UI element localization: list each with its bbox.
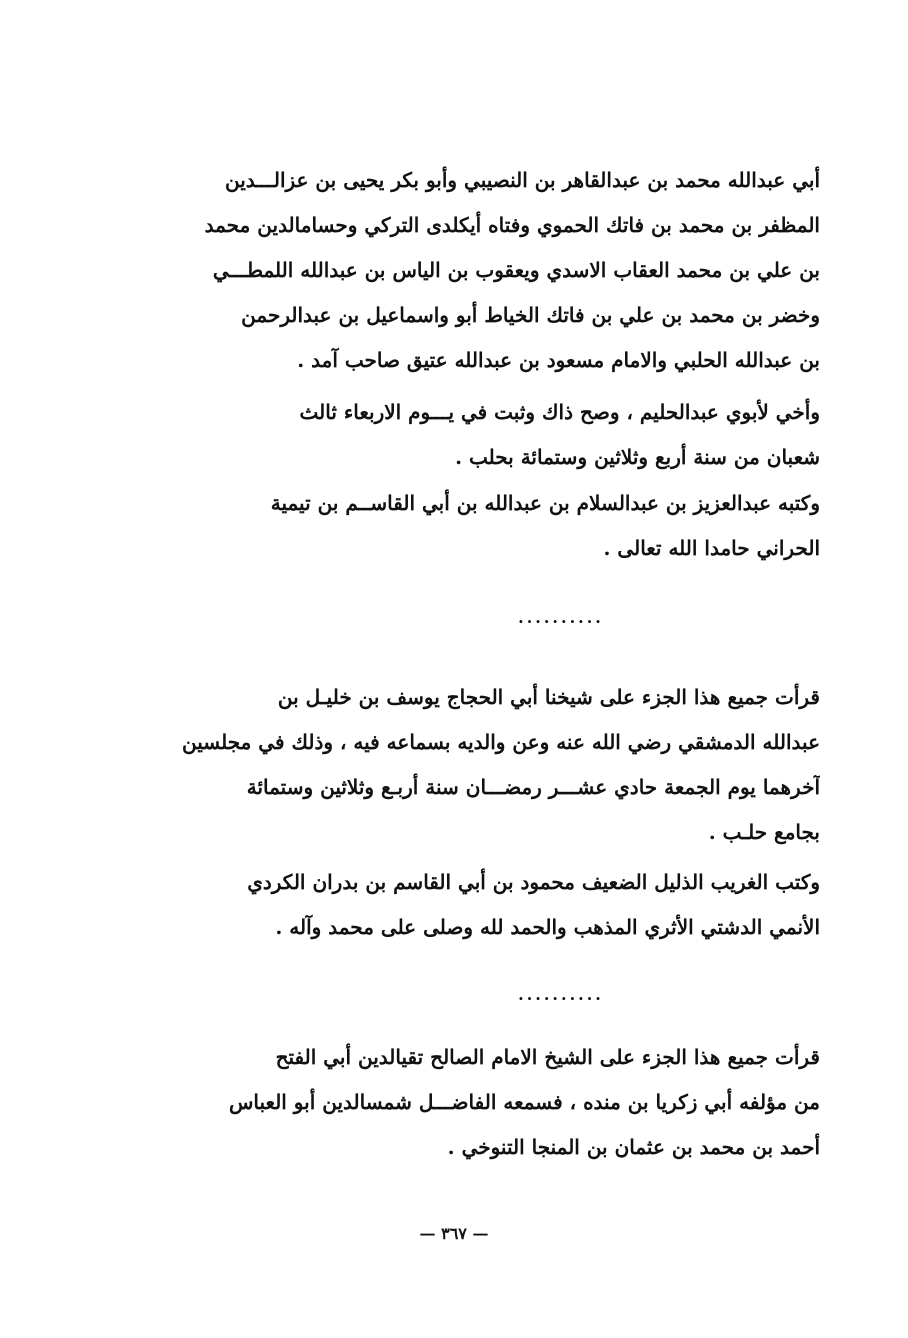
paragraph-line: أبي عبدالله محمد بن عبدالقاهر بن النصيبي وأبو بكر يحيى بن عزالـــدين — [224, 168, 820, 192]
page-number: — ٣٦٧ — — [419, 1224, 489, 1243]
paragraph-line: وخضر بن محمد بن علي بن فاتك الخياط أبو واسماعيل بن عبدالرحمن — [241, 303, 820, 327]
paragraph-line: الحراني حامدا الله تعالى . — [603, 536, 820, 560]
paragraph-line: بن عبدالله الحلبي والامام مسعود بن عبدالله عتيق صاحب آمد . — [297, 348, 820, 372]
paragraph-6 — [115, 1035, 820, 1170]
paragraph-line: شعبان من سنة أربع وثلاثين وستمائة بحلب . — [455, 445, 820, 469]
paragraph-line: عبدالله الدمشقي رضي الله عنه وعن والديه بسماعه فيه ، وذلك في مجلسين — [182, 730, 820, 754]
paragraph-line: بن علي بن محمد العقاب الاسدي ويعقوب بن الياس بن عبدالله اللمطـــي — [212, 258, 820, 282]
paragraph-line: وكتب الغريب الذليل الضعيف محمود بن أبي القاسم بن بدران الكردي — [247, 870, 820, 894]
paragraph-line: وكتبه عبدالعزيز بن عبدالسلام بن عبدالله بن أبي القاســم بن تيمية — [270, 491, 820, 515]
paragraph-line: قرأت جميع هذا الجزء على الشيخ الامام الصالح تقيالدين أبي الفتح — [275, 1045, 820, 1069]
paragraph-line: من مؤلفه أبي زكريا بن منده ، فسمعه الفاضـــل شمسالدين أبو العباس — [229, 1090, 820, 1114]
paragraph-line: أحمد بن محمد بن عثمان بن المنجا التنوخي . — [447, 1135, 820, 1159]
paragraph-line: وأخي لأبوي عبدالحليم ، وصح ذاك وثبت في يـــوم الاربعاء ثالث — [299, 400, 820, 424]
section-divider: .......... — [518, 608, 604, 627]
paragraph-line: قرأت جميع هذا الجزء على شيخنا أبي الحجاج يوسف بن خليـل بن — [277, 685, 820, 709]
paragraph-line: آخرهما يوم الجمعة حادي عشـــر رمضـــان سنة أربـع وثلاثين وستمائة — [246, 775, 820, 799]
paragraph-line: بجامع حلـب . — [708, 820, 820, 844]
paragraph-line: الأنمي الدشتي الأثري المذهب والحمد لله وصلى على محمد وآله . — [275, 915, 820, 939]
paragraph-line: المظفر بن محمد بن فاتك الحموي وفتاه أيكلدى التركي وحسامالدين محمد — [204, 213, 820, 237]
paragraph-2 — [115, 390, 820, 480]
section-divider: .......... — [518, 985, 604, 1004]
paragraph-1 — [115, 158, 820, 383]
paragraph-4 — [115, 675, 820, 855]
paragraph-3 — [115, 481, 820, 571]
paragraph-5 — [115, 860, 820, 950]
